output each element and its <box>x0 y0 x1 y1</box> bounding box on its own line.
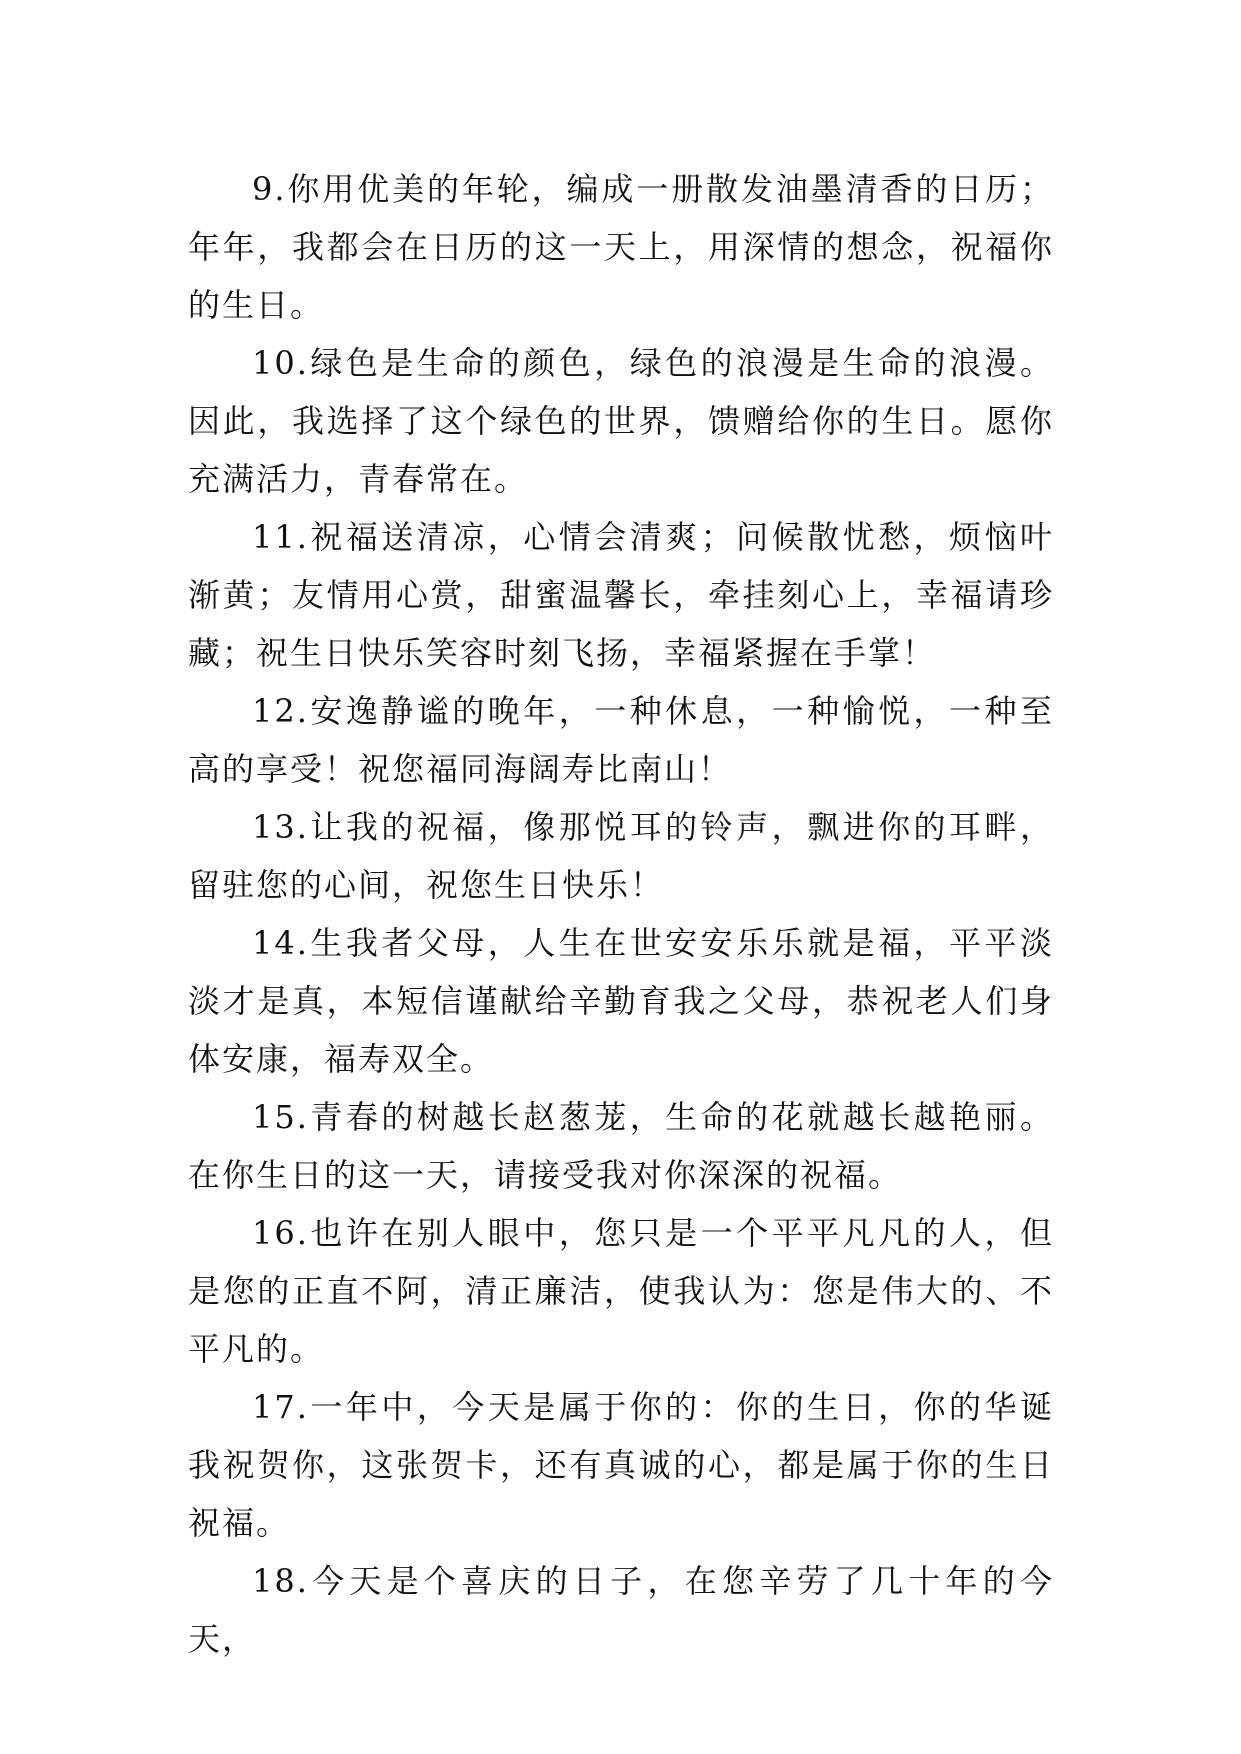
paragraph-13: 13.让我的祝福，像那悦耳的铃声，飘进你的耳畔，留驻您的心间，祝您生日快乐！ <box>188 808 1054 904</box>
paragraph-16: 16.也许在别人眼中，您只是一个平平凡凡的人，但是您的正直不阿，清正廉洁，使我认为：您是伟大的、不平凡的。 <box>188 1214 1054 1368</box>
body-text <box>188 160 1054 1668</box>
paragraph-12: 12.安逸静谧的晚年，一种休息，一种愉悦，一种至高的享受！祝您福同海阔寿比南山！ <box>188 692 1054 788</box>
paragraph-17: 17.一年中，今天是属于你的：你的生日，你的华诞我祝贺你，这张贺卡，还有真诚的心，都是属于你的生日祝福。 <box>188 1388 1054 1542</box>
paragraph-14: 14.生我者父母，人生在世安安乐乐就是福，平平淡淡才是真，本短信谨献给辛勤育我之父母，恭祝老人们身体安康，福寿双全。 <box>188 924 1054 1078</box>
paragraph-11: 11.祝福送清凉，心情会清爽；问候散忧愁，烦恼叶渐黄；友情用心赏，甜蜜温馨长，牵挂刻心上，幸福请珍藏；祝生日快乐笑容时刻飞扬，幸福紧握在手掌！ <box>188 518 1054 672</box>
paragraph-9: 9.你用优美的年轮，编成一册散发油墨清香的日历；年年，我都会在日历的这一天上，用深情的想念，祝福你的生日。 <box>188 170 1054 324</box>
paragraph-18: 18.今天是个喜庆的日子，在您辛劳了几十年的今天， <box>188 1562 1054 1658</box>
paragraph-15: 15.青春的树越长赵葱茏，生命的花就越长越艳丽。在你生日的这一天，请接受我对你深深的祝福。 <box>188 1098 1054 1194</box>
paragraph-10: 10.绿色是生命的颜色，绿色的浪漫是生命的浪漫。因此，我选择了这个绿色的世界，馈赠给你的生日。愿你充满活力，青春常在。 <box>188 344 1054 498</box>
